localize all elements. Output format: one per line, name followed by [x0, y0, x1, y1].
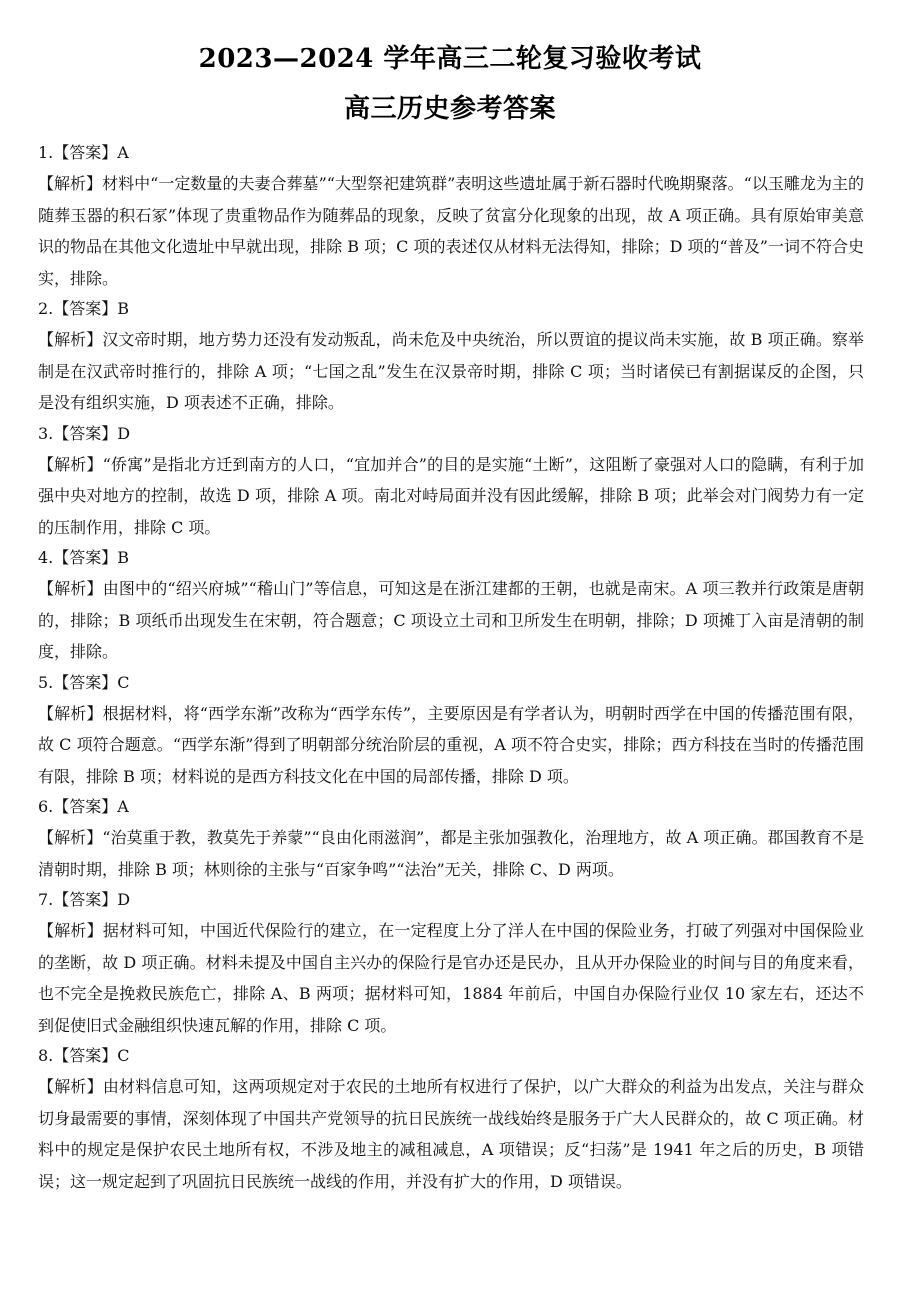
analysis-text: “侨寓”是指北方迁到南方的人口，“宜加并合”的目的是实施“土断”，这阻断了豪强对人口的隐瞒，有利于加强中央对地方的控制，故选 D 项，排除 A 项。南北对峙局面并没有因此缓解，排除 B 项；此举会对门阀势力有一定的压制作用，排除 C 项。	[38, 454, 864, 537]
answer-label: 【答案】	[53, 548, 118, 567]
answer-choice: B	[117, 548, 130, 567]
answer-line	[38, 792, 864, 822]
answer-line	[38, 885, 864, 915]
analysis-text: 由材料信息可知，这两项规定对于农民的土地所有权进行了保护，以广大群众的利益为出发点，关注与群众切身最需要的事情，深刻体现了中国共产党领导的抗日民族统一战线始终是服务于广大人民群众的，故 C 项正确。材料中的规定是保护农民土地所有权，不涉及地主的减租减息，A 项错误；反“扫荡”是 1941 年之后的历史，B 项错误；这一规定起到了巩固抗日民族统一战线的作用，并没有扩大的作用，D 项错误。	[38, 1077, 864, 1191]
analysis-paragraph	[38, 698, 864, 793]
question-number: 3.	[38, 423, 54, 443]
analysis-paragraph	[38, 168, 864, 294]
question-item	[38, 543, 864, 668]
document-title: 2023—2024 学年高三二轮复习验收考试	[198, 44, 702, 74]
question-item	[38, 668, 864, 793]
answer-line	[38, 419, 864, 449]
document-subtitle: 高三历史参考答案	[343, 94, 556, 124]
analysis-label: 【解析】	[38, 454, 103, 474]
question-number: 4.	[38, 548, 54, 567]
answer-choice: A	[117, 143, 129, 162]
analysis-paragraph	[38, 449, 864, 544]
analysis-paragraph	[38, 915, 864, 1041]
answer-choice: D	[117, 890, 131, 909]
question-item	[38, 1041, 864, 1197]
answer-choice: A	[117, 797, 129, 816]
answer-line	[38, 668, 864, 698]
analysis-label: 【解析】	[38, 921, 103, 940]
answer-choice: C	[117, 672, 130, 692]
question-number: 6.	[38, 797, 54, 816]
question-number: 1.	[38, 143, 54, 162]
answer-label: 【答案】	[53, 890, 118, 909]
answer-choice: C	[117, 1046, 130, 1065]
question-item	[38, 294, 864, 419]
answer-line	[38, 543, 864, 573]
analysis-text: “治莫重于教，教莫先于养蒙”“良由化雨滋润”，都是主张加强教化，治理地方，故 A 项正确。郡国教育不是清朝时期，排除 B 项；林则徐的主张与“百家争鸣”“法治”无关，排除 C、D 两项。	[38, 828, 864, 879]
analysis-text: 根据材料，将“西学东渐”改称为“西学东传”，主要原因是有学者认为，明朝时西学在中国的传播范围有限，故 C 项符合题意。“西学东渐”得到了明朝部分统治阶层的重视，A 项不符合史实，排除；西方科技在当时的传播范围有限，排除 B 项；材料说的是西方科技文化在中国的局部传播，排除 D 项。	[38, 703, 864, 786]
question-number: 8.	[38, 1046, 54, 1065]
answer-label: 【答案】	[53, 423, 118, 443]
answer-label: 【答案】	[53, 1046, 118, 1065]
answer-choice: B	[117, 299, 130, 318]
question-item	[38, 792, 864, 885]
answer-line	[38, 1041, 864, 1071]
analysis-label: 【解析】	[38, 330, 103, 349]
analysis-text: 材料中“一定数量的夫妻合葬墓”“大型祭祀建筑群”表明这些遗址属于新石器时代晚期聚落。“以玉雕龙为主的随葬玉器的积石冢”体现了贵重物品作为随葬品的现象，反映了贫富分化现象的出现，故 A 项正确。具有原始审美意识的物品在其他文化遗址中早就出现，排除 B 项；C 项的表述仅从材料无法得知，排除；D 项的“普及”一词不符合史实，排除。	[38, 174, 864, 288]
answer-label: 【答案】	[53, 797, 118, 816]
analysis-label: 【解析】	[38, 579, 103, 598]
analysis-text: 据材料可知，中国近代保险行的建立，在一定程度上分了洋人在中国的保险业务，打破了列强对中国保险业的垄断，故 D 项正确。材料未提及中国自主兴办的保险行是官办还是民办，且从开办保险业的时间与目的角度来看，也不完全是挽救民族危亡，排除 A、B 两项；据材料可知，1884 年前后，中国自办保险行业仅 10 家左右，还达不到促使旧式金融组织快速瓦解的作用，排除 C 项。	[38, 921, 864, 1035]
analysis-text: 由图中的“绍兴府城”“稽山门”等信息，可知这是在浙江建都的王朝，也就是南宋。A 项三教并行政策是唐朝的，排除；B 项纸币出现发生在宋朝，符合题意；C 项设立土司和卫所发生在明朝，排除；D 项摊丁入亩是清朝的制度，排除。	[38, 579, 864, 661]
answer-line	[38, 294, 864, 324]
question-item	[38, 885, 864, 1041]
question-item	[38, 419, 864, 544]
answer-list	[38, 138, 864, 1197]
analysis-label: 【解析】	[38, 703, 103, 723]
question-number: 2.	[38, 299, 54, 318]
answer-label: 【答案】	[53, 672, 118, 692]
answer-choice: D	[117, 423, 131, 443]
analysis-paragraph	[38, 822, 864, 885]
analysis-label: 【解析】	[38, 174, 103, 193]
analysis-paragraph	[38, 324, 864, 419]
analysis-text: 汉文帝时期，地方势力还没有发动叛乱，尚未危及中央统治，所以贾谊的提议尚未实施，故 B 项正确。察举制是在汉武帝时推行的，排除 A 项；“七国之乱”发生在汉景帝时期，排除 C 项；当时诸侯已有割据谋反的企图，只是没有组织实施，D 项表述不正确，排除。	[38, 330, 864, 412]
analysis-label: 【解析】	[38, 1077, 103, 1096]
question-number: 7.	[38, 890, 54, 909]
analysis-paragraph	[38, 1071, 864, 1197]
analysis-paragraph	[38, 573, 864, 668]
answer-line	[38, 138, 864, 168]
analysis-label: 【解析】	[38, 828, 103, 847]
answer-label: 【答案】	[53, 143, 118, 162]
answer-label: 【答案】	[53, 299, 118, 318]
question-item	[38, 138, 864, 294]
question-number: 5.	[38, 672, 54, 692]
